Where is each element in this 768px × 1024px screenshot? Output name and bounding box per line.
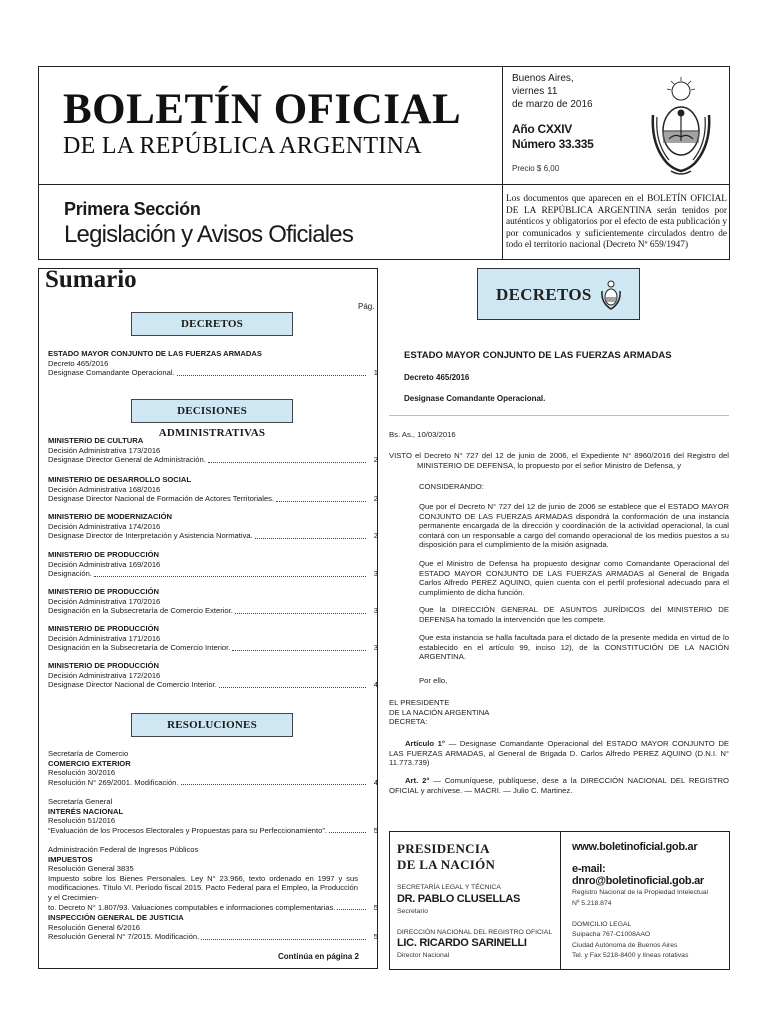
sumario-entry[interactable]: Secretaría de Comercio COMERCIO EXTERIOR Resolución 30/2016 Resolución N° 269/2001. Modificación. 4 — [48, 749, 378, 787]
sumario-entry[interactable]: MINISTERIO DE PRODUCCIÓN Decisión Administrativa 170/2016 Designación en la Subsecretaría de Comercio Exterior. 3 — [48, 587, 378, 616]
continua-link[interactable]: Continúa en página 2 — [278, 952, 359, 961]
category-decisiones: DECISIONES ADMINISTRATIVAS — [131, 399, 293, 423]
coat-of-arms-icon — [598, 279, 624, 311]
sumario-entry[interactable]: MINISTERIO DE MODERNIZACIÓN Decisión Administrativa 174/2016 Designase Director de Interpretación y Asistencia Normativa. 2 — [48, 512, 378, 541]
decreto-art2: Art. 2° — Comuníquese, publíquese, dese a la DIRECCIÓN NACIONAL DEL REGISTRO OFICIAL y archívese. — MACRI. — Julio C. Martinez. — [389, 776, 729, 795]
masthead-title: BOLETÍN OFICIAL — [63, 86, 462, 133]
presidencia-title-2: DE LA NACIÓN — [397, 857, 496, 872]
domicilio-line-1: Suipacha 767-C1008AAO — [572, 931, 651, 938]
presidencia-box — [389, 831, 561, 970]
issue-number: Número 33.335 — [512, 137, 594, 151]
category-decretos: DECRETOS — [131, 312, 293, 336]
decretos-banner-label: DECRETOS — [496, 285, 592, 304]
website-link[interactable]: www.boletinoficial.gob.ar — [572, 841, 698, 853]
presidencia-title-1: PRESIDENCIA — [397, 841, 490, 856]
domicilio-line-3: Tel. y Fax 5218-8400 y líneas rotativas — [572, 952, 689, 959]
sumario-entry[interactable]: Secretaría General INTERÉS NACIONAL Resolución 51/2016 “Evaluación de los Procesos Electorales y Propuestas para su Perfeccionamiento”. 5 — [48, 797, 378, 835]
secretaria-name: DR. PABLO CLUSELLAS — [397, 893, 521, 905]
decreto-p4: Que esta instancia se halla facultada para el dictado de la presente medida en virtud de lo establecido en el artículo 99, inciso 12), de la CONSTITUCIÓN DE LA NACIÓN ARGENTINA. — [419, 633, 729, 662]
issue-place: Buenos Aires, — [512, 73, 574, 84]
direccion-name: LIC. RICARDO SARINELLI — [397, 937, 527, 949]
decretos-banner — [477, 268, 640, 320]
sumario-entry[interactable]: MINISTERIO DE DESARROLLO SOCIAL Decisión Administrativa 168/2016 Designase Director Nacional de Formación de Actores Territoriales. 2 — [48, 475, 378, 504]
category-resoluciones: RESOLUCIONES — [131, 713, 293, 737]
decreto-org: ESTADO MAYOR CONJUNTO DE LAS FUERZAS ARMADAS — [404, 350, 672, 361]
secretaria-label: SECRETARÍA LEGAL Y TÉCNICA — [397, 884, 501, 891]
decreto-presidente: EL PRESIDENTE DE LA NACIÓN ARGENTINA DECRETA: — [389, 698, 490, 727]
legal-note: Los documentos que aparecen en el BOLETÍN OFICIAL DE LA REPÚBLICA ARGENTINA serán tenidos por auténticos y obligatorios por el efecto de esta publicación y por comunicados y suficientemente circulados dentro de todo el territorio nacional (Decreto Nº 659/1947) — [506, 194, 727, 250]
decreto-considerando: CONSIDERANDO: — [419, 482, 484, 491]
separator-line — [389, 415, 729, 416]
section-subtitle: Legislación y Avisos Oficiales — [64, 221, 354, 248]
domicilio-line-2: Ciudad Autónoma de Buenos Aires — [572, 942, 678, 949]
issue-info-box — [502, 66, 730, 185]
registro-number: Nº 5.218.874 — [572, 900, 612, 907]
sumario-entry[interactable]: MINISTERIO DE PRODUCCIÓN Decisión Administrativa 169/2016 Designación. 3 — [48, 550, 378, 579]
decreto-por-ello: Por ello, — [419, 676, 448, 685]
pag-label: Pág. — [358, 302, 375, 311]
sumario-entry[interactable]: ESTADO MAYOR CONJUNTO DE LAS FUERZAS ARMADAS Decreto 465/2016 Designase Comandante Operacional. 1 — [48, 349, 378, 378]
sumario-entry[interactable]: MINISTERIO DE PRODUCCIÓN Decisión Administrativa 172/2016 Designase Director Nacional de Comercio Interior. 4 — [48, 661, 378, 690]
masthead-box — [38, 66, 503, 185]
decreto-p3: Que la DIRECCIÓN GENERAL DE ASUNTOS JURÍDICOS del MINISTERIO DE DEFENSA ha tomado la intervención que les compete. — [419, 605, 729, 624]
secretaria-role: Secretario — [397, 908, 428, 915]
decreto-p1: Que por el Decreto N° 727 del 12 de junio de 2006 se establece que el ESTADO MAYOR CONJUNTO DE LAS FUERZAS ARMADAS dispondrá la conformación de una instancia permanente encargada de la dirección y coordinación de la actividad operacional, la cual contará con un responsable a cargo del comando operacional de los medios puestos a su disposición para el cumplimiento de la misión asignada. — [419, 502, 729, 550]
section-box — [38, 184, 503, 260]
issue-weekday: viernes 11 — [512, 86, 558, 97]
domicilio-label: DOMICILIO LEGAL — [572, 921, 632, 928]
issue-year: Año CXXIV — [512, 122, 572, 136]
decreto-p2: Que el Ministro de Defensa ha propuesto designar como Comandante Operacional del ESTADO MAYOR CONJUNTO DE LAS FUERZAS ARMADAS al General de Brigada Carlos Alfredo PEREZ AQUINO, quien cuenta con el perfil profesional adecuado para el cumplimiento de dicha función. — [419, 559, 729, 597]
sumario-entry[interactable]: Administración Federal de Ingresos Públicos IMPUESTOS Resolución General 3835 Impuesto sobre los Bienes Personales. Ley N° 23.966, texto ordenado en 1997 y sus modificaciones. Título VI. Período fiscal 2015. Pacto Federal para el Empleo, la Producción y el Crecimien- to. Decreto N° 1.807/93. Valuaciones computables e informaciones complementarias. 5 — [48, 845, 378, 912]
email-link[interactable]: e-mail: dnro@boletinoficial.gob.ar — [572, 863, 704, 887]
decreto-visto: VISTO el Decreto N° 727 del 12 de junio de 2006, el Expediente N° 8960/2016 del Registro del MINISTERIO DE DEFENSA, lo propuesto por el señor Ministro de Defensa, y — [389, 451, 729, 470]
section-title: Primera Sección — [64, 199, 201, 219]
direccion-label: DIRECCIÓN NACIONAL DEL REGISTRO OFICIAL — [397, 929, 553, 936]
issue-date: de marzo de 2016 — [512, 99, 593, 110]
sumario-title: Sumario — [45, 266, 137, 293]
sumario-entry[interactable]: MINISTERIO DE PRODUCCIÓN Decisión Administrativa 171/2016 Designación en la Subsecretaría de Comercio Interior. 3 — [48, 624, 378, 653]
issue-price: Precio $ 6,00 — [512, 164, 560, 173]
decreto-summary: Designase Comandante Operacional. — [404, 394, 546, 403]
direccion-role: Director Nacional — [397, 952, 450, 959]
decreto-place-date: Bs. As., 10/03/2016 — [389, 430, 456, 439]
sumario-entry[interactable]: MINISTERIO DE CULTURA Decisión Administrativa 173/2016 Designase Director General de Administración. 2 — [48, 436, 378, 465]
legal-note-box — [502, 184, 730, 260]
contact-box — [560, 831, 730, 970]
registro-label: Registro Nacional de la Propiedad Intelectual — [572, 889, 709, 896]
decreto-art1: Artículo 1° — Designase Comandante Operacional del ESTADO MAYOR CONJUNTO DE LAS FUERZAS ARMADAS, al General de Brigada D. Carlos Alfredo PEREZ AQUINO (D.N.I. N° 11.773.739) — [389, 739, 730, 768]
decreto-number: Decreto 465/2016 — [404, 373, 470, 382]
coat-of-arms-icon — [643, 75, 719, 179]
sumario-entry[interactable]: INSPECCIÓN GENERAL DE JUSTICIA Resolución General 6/2016 Resolución General N° 7/2015. Modificación. 5 — [48, 913, 378, 942]
masthead-subtitle: DE LA REPÚBLICA ARGENTINA — [63, 133, 422, 159]
